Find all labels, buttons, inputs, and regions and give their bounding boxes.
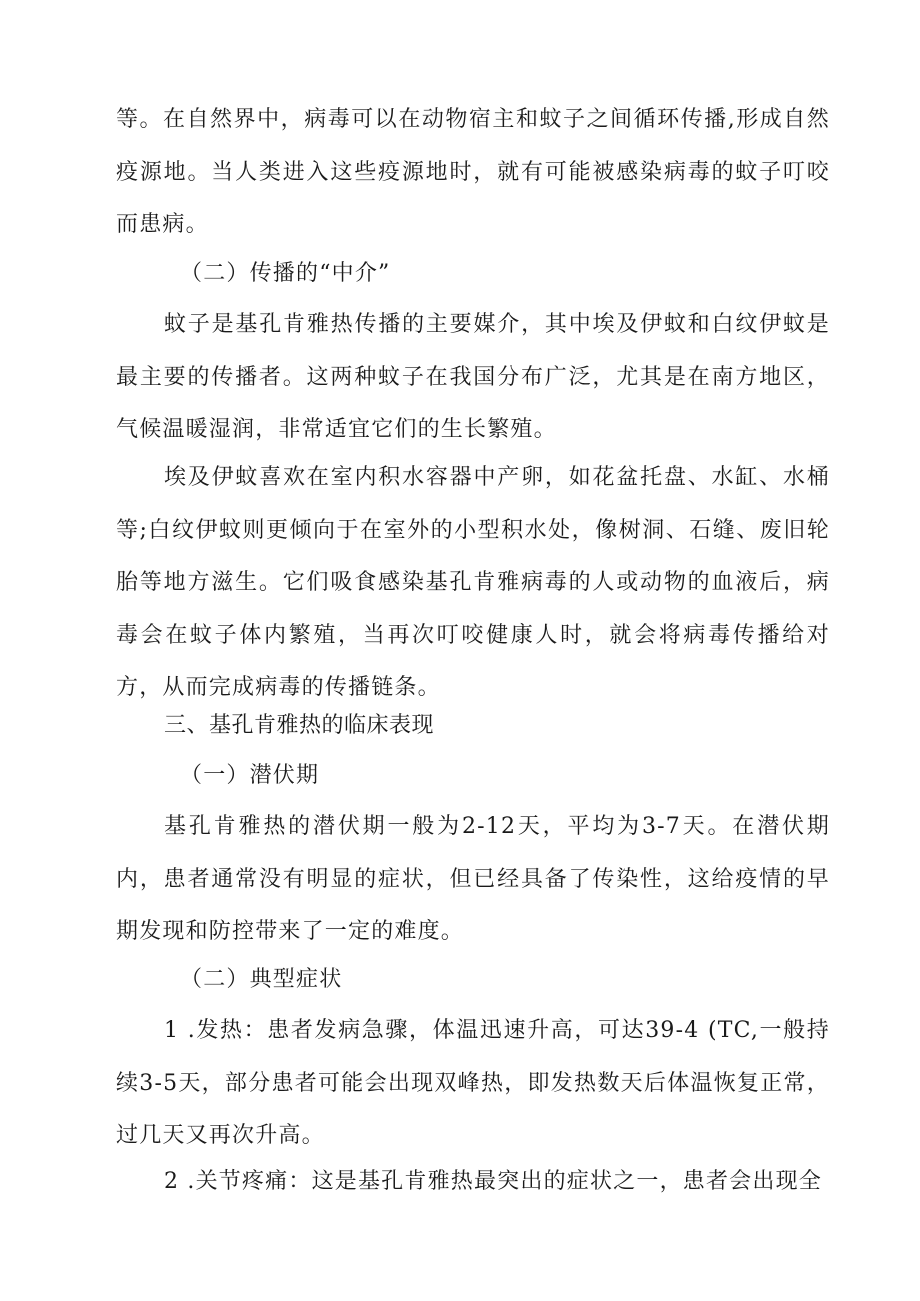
paragraph-fever: 1 .发热：患者发病急骤，体温迅速升高，可达39-4 (TC,一般持续3-5天，部分患者可能会出现双峰热，即发热数天后体温恢复正常，过几天又再次升高。 [116,1018,830,1148]
subheading-transmission-medium: （二）传播的“中介” [180,261,391,286]
paragraph-incubation: 基孔肯雅热的潜伏期一般为2-12天，平均为3-7天。在潜伏期内，患者通常没有明显的症状，但已经具备了传染性，这给疫情的早期发现和防控带来了一定的难度。 [116,814,830,944]
paragraph-breeding-sites: 埃及伊蚊喜欢在室内积水容器中产卵，如花盆托盘、水缸、水桶等;白纹伊蚊则更倾向于在室外的小型积水处，像树洞、石缝、废旧轮胎等地方滋生。它们吸食感染基孔肯雅病毒的人或动物的血液后，病毒会在蚊子体内繁殖，当再次叮咬健康人时，就会将病毒传播给对方，从而完成病毒的传播链条。 [116,465,830,700]
subheading-typical-symptoms: （二）典型症状 [180,967,343,992]
paragraph-mosquito-vectors: 蚊子是基孔肯雅热传播的主要媒介，其中埃及伊蚊和白纹伊蚊是最主要的传播者。这两种蚊子在我国分布广泛，尤其是在南方地区，气候温暖湿润，非常适宜它们的生长繁殖。 [116,312,830,442]
subheading-incubation: （一）潜伏期 [180,763,320,788]
paragraph-joint-pain: 2 .关节疼痛：这是基孔肯雅热最突出的症状之一，患者会出现全 [164,1169,822,1194]
paragraph-natural-foci: 等。在自然界中，病毒可以在动物宿主和蚊子之间循环传播,形成自然疫源地。当人类进入这些疫源地时，就有可能被感染病毒的蚊子叮咬而患病。 [116,107,830,237]
section-heading-clinical: 三、基孔肯雅热的临床表现 [164,713,435,738]
